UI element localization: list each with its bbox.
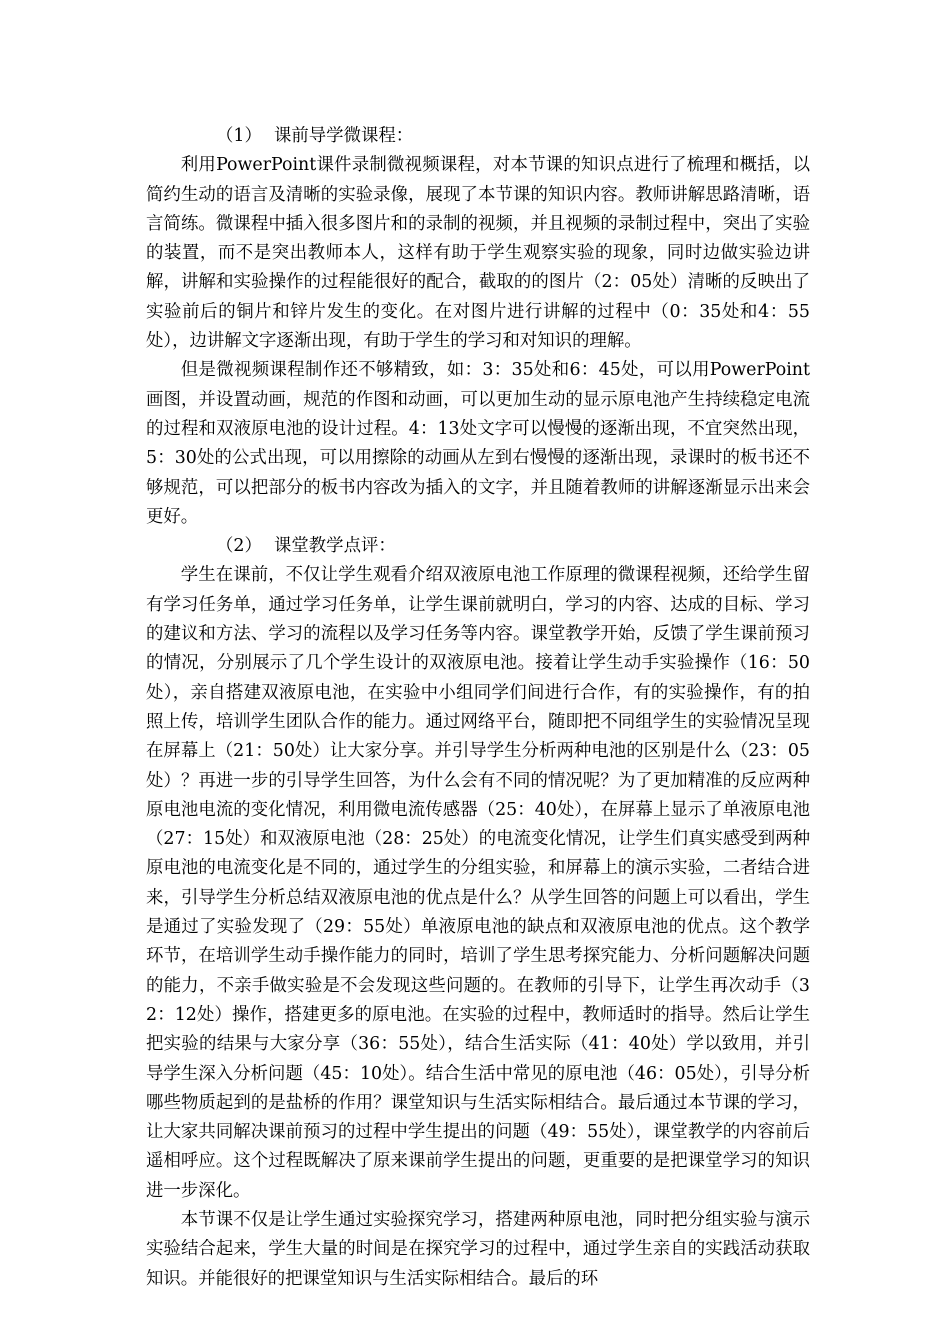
document-body [146,122,810,1294]
section-number-2: （2） [216,536,262,557]
section-heading-1 [146,122,810,151]
section-title-1: 课前导学微课程： [274,126,414,146]
paragraph: 学生在课前，不仅让学生观看介绍双液原电池工作原理的微课程视频，还给学生留有学习任务单，通过学习任务单，让学生课前就明白，学习的内容、达成的目标、学习的建议和方法、学习的流程以及学习任务等内容。课堂教学开始，反馈了学生课前预习的情况，分别展示了几个学生设计的双液原电池。接着让学生动手实验操作（16：50处），亲自搭建双液原电池，在实验中小组同学们间进行合作，有的实验操作，有的拍照上传，培训学生团队合作的能力。通过网络平台，随即把不同组学生的实验情况呈现在屏幕上（21：50处）让大家分享。并引导学生分析两种电池的区别是什么（23：05处）？再进一步的引导学生回答，为什么会有不同的情况呢？为了更加精准的反应两种原电池电流的变化情况，利用微电流传感器（25：40处），在屏幕上显示了单液原电池（27：15处）和双液原电池（28：25处）的电流变化情况，让学生们真实感受到两种原电池的电流变化是不同的，通过学生的分组实验，和屏幕上的演示实验，二者结合进来，引导学生分析总结双液原电池的优点是什么？从学生回答的问题上可以看出，学生是通过了实验发现了（29：55处）单液原电池的缺点和双液原电池的优点。这个教学环节，在培训学生动手操作能力的同时，培训了学生思考探究能力、分析问题解决问题的能力，不亲手做实验是不会发现这些问题的。在教师的引导下，让学生再次动手（32：12处）操作，搭建更多的原电池。在实验的过程中，教师适时的指导。然后让学生把实验的结果与大家分享（36：55处），结合生活实际（41：40处）学以致用，并引导学生深入分析问题（45：10处）。结合生活中常见的原电池（46：05处），引导分析哪些物质起到的是盐桥的作用？课堂知识与生活实际相结合。最后通过本节课的学习，让大家共同解决课前预习的过程中学生提出的问题（49：55处），课堂教学的内容前后遥相呼应。这个过程既解决了原来课前学生提出的问题，更重要的是把课堂学习的知识进一步深化。 [146,565,810,1201]
section-number-1: （1） [216,126,262,146]
paragraph: 但是微视频课程制作还不够精致，如：3：35处和6：45处，可以用PowerPoint画图，并设置动画，规范的作图和动画，可以更加生动的显示原电池产生持续稳定电流的过程和双液原电池的设计过程。4：13处文字可以慢慢的逐渐出现，不宜突然出现，5：30处的公式出现，可以用擦除的动画从左到右慢慢的逐渐出现，录课时的板书还不够规范，可以把部分的板书内容改为插入的文字，并且随着教师的讲解逐渐显示出来会更好。 [146,360,810,527]
paragraph: 本节课不仅是让学生通过实验探究学习，搭建两种原电池，同时把分组实验与演示实验结合起来，学生大量的时间是在探究学习的过程中，通过学生亲自的实践活动获取知识。并能很好的把课堂知识与生活实际相结合。最后的环 [146,1209,810,1289]
section-heading-2 [146,532,810,561]
paragraph: 利用PowerPoint课件录制微视频课程，对本节课的知识点进行了梳理和概括，以简约生动的语言及清晰的实验录像，展现了本节课的知识内容。教师讲解思路清晰，语言简练。微课程中插入很多图片和的录制的视频，并且视频的录制过程中，突出了实验的装置，而不是突出教师本人，这样有助于学生观察实验的现象，同时边做实验边讲解，讲解和实验操作的过程能很好的配合，截取的的图片（2：05处）清晰的反映出了实验前后的铜片和锌片发生的变化。在对图片进行讲解的过程中（0：35处和4：55处），边讲解文字逐渐出现，有助于学生的学习和对知识的理解。 [146,155,810,352]
section-title-2: 课堂教学点评： [274,536,396,557]
